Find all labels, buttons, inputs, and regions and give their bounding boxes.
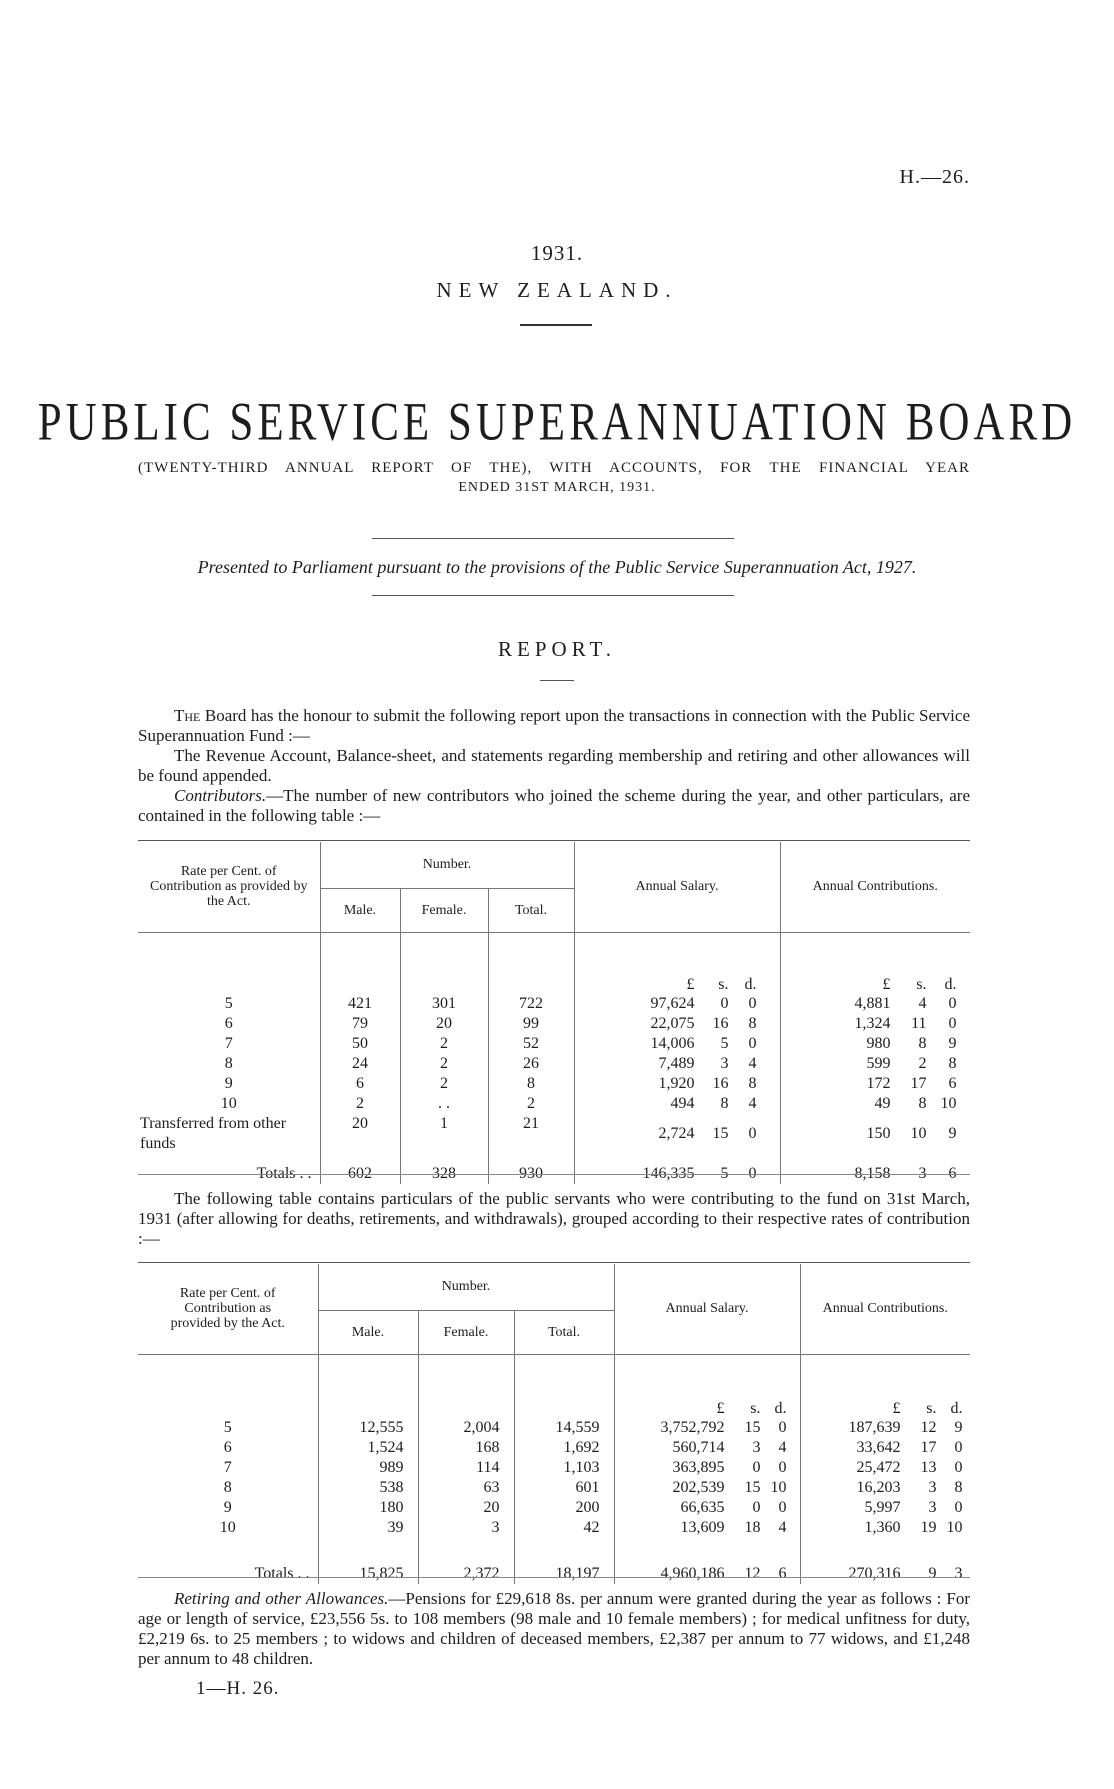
rate-cell: 10 [138,1094,320,1114]
table-row [138,1518,970,1538]
column-header-number: Number. [320,842,574,888]
spacer [138,932,320,994]
contrib-shillings: 3 [928,1499,937,1516]
column-header-salary: Annual Salary. [574,842,780,932]
contrib-shillings: 19 [920,1519,937,1536]
contrib-shillings: 8 [918,1035,927,1052]
salary-cell [614,1498,800,1518]
total-count-cell: 18,197 [514,1544,614,1584]
salary-pence: 10 [770,1479,787,1496]
salary-pounds: 66,635 [680,1499,725,1516]
total-count-cell: 42 [514,1518,614,1538]
contrib-pence: 9 [948,1125,957,1142]
contrib-shillings: 11 [911,1015,927,1032]
salary-pounds: 2,724 [658,1125,695,1142]
salary-pounds: 22,075 [650,1015,695,1032]
salary-pounds: 560,714 [672,1439,725,1456]
table-row [138,1074,970,1094]
spacer [138,1354,318,1418]
salary-cell [574,994,780,1014]
total-count-cell: 21 [488,1114,574,1154]
contrib-cell [780,1034,970,1054]
contrib-cell [800,1478,970,1498]
contrib-pounds: 980 [866,1035,891,1052]
document-reference: H.—26. [899,166,970,188]
contrib-cell [780,1054,970,1074]
table-row [138,1034,970,1054]
salary-cell [614,1478,800,1498]
salary-pence: 8 [748,1015,757,1032]
rate-cell: 9 [138,1498,318,1518]
salary-pence: 4 [748,1095,757,1112]
allowances-text [138,1589,970,1669]
table-row [138,1458,970,1478]
salary-shillings: 3 [720,1055,729,1072]
salary-cell [614,1438,800,1458]
contrib-cell [780,1094,970,1114]
contrib-unit-cell [800,1354,970,1418]
contrib-pounds: 172 [866,1075,891,1092]
report-heading: REPORT. [498,637,616,661]
contrib-pence: 9 [954,1419,963,1436]
contrib-pounds: 16,203 [856,1479,901,1496]
salary-pence: 0 [748,1035,757,1052]
male-count-cell: 24 [320,1054,400,1074]
column-header-female: Female. [400,888,488,932]
salary-pounds: 4,960,186 [660,1565,725,1582]
female-count-cell: 328 [400,1154,488,1184]
male-count-cell: 20 [320,1114,400,1154]
unit-label: d. [944,976,957,993]
column-header-total: Total. [514,1310,614,1354]
column-header-female: Female. [418,1310,514,1354]
female-count-cell: 114 [418,1458,514,1478]
female-count-cell: 20 [418,1498,514,1518]
intro-text [138,706,970,826]
table-row [138,1014,970,1034]
contrib-shillings: 17 [910,1075,927,1092]
salary-shillings: 16 [712,1015,729,1032]
salary-shillings: 3 [752,1439,761,1456]
column-header-contributions: Annual Contributions. [822,1301,948,1317]
male-count-cell: 39 [318,1518,418,1538]
contrib-pence: 3 [954,1565,963,1582]
page-footer: 1—H. 26. [196,1678,280,1699]
salary-unit-cell [614,1354,800,1418]
salary-cell [574,1154,780,1184]
salary-pence: 8 [748,1075,757,1092]
salary-pence: 0 [748,1165,757,1182]
table-row [138,1054,970,1074]
table-row [138,1498,970,1518]
rate-cell: 5 [138,994,320,1014]
contrib-pence: 6 [948,1075,957,1092]
table-top-rule [138,840,970,841]
table-row [138,1478,970,1498]
lead-word: The [174,706,201,725]
contrib-pounds: 25,472 [856,1459,901,1476]
total-count-cell: 1,103 [514,1458,614,1478]
country-heading: NEW ZEALAND. [436,278,678,302]
contrib-pence: 6 [948,1165,957,1182]
divider [520,324,592,326]
paragraph-text: The following table contains particulars of the public servants who were contributing to the fund on 31st March, 1931 (after allowing for deaths, retirements, and withdrawals), grouped according to their respective rates of contribution :— [138,1189,970,1248]
divider [372,595,734,596]
salary-unit-cell [574,932,780,994]
salary-pounds: 7,489 [658,1055,695,1072]
salary-shillings: 18 [744,1519,761,1536]
contrib-cell [780,1114,970,1154]
contrib-unit-cell [780,932,970,994]
contrib-pence: 0 [954,1499,963,1516]
rate-cell: Transferred from other funds [138,1114,320,1154]
rate-cell: 7 [138,1034,320,1054]
contrib-cell [780,1074,970,1094]
totals-row [138,1154,970,1184]
male-count-cell: 1,524 [318,1438,418,1458]
female-count-cell: 2 [400,1034,488,1054]
contrib-pence: 10 [946,1519,963,1536]
total-count-cell: 26 [488,1054,574,1074]
contrib-pence: 8 [948,1055,957,1072]
totals-label: Totals . . [138,1154,320,1184]
female-count-cell: 63 [418,1478,514,1498]
rate-cell: 6 [138,1438,318,1458]
salary-cell [574,1034,780,1054]
unit-label: s. [750,1400,761,1417]
contrib-cell [800,1544,970,1584]
contrib-cell [800,1498,970,1518]
female-count-cell: 2,372 [418,1544,514,1584]
total-count-cell: 1,692 [514,1438,614,1458]
salary-cell [574,1014,780,1034]
salary-pence: 0 [748,1125,757,1142]
salary-shillings: 15 [712,1125,729,1142]
rate-cell: 8 [138,1054,320,1074]
contrib-shillings: 10 [910,1125,927,1142]
contrib-pounds: 150 [866,1125,891,1142]
contrib-pounds: 1,324 [854,1015,891,1032]
table-row [138,1114,970,1154]
female-count-cell: . . [400,1094,488,1114]
male-count-cell: 602 [320,1154,400,1184]
contrib-shillings: 12 [920,1419,937,1436]
contrib-pounds: 187,639 [848,1419,901,1436]
column-header-male: Male. [320,888,400,932]
divider [372,538,734,539]
table-row [138,1438,970,1458]
female-count-cell: 2,004 [418,1418,514,1438]
total-count-cell: 52 [488,1034,574,1054]
contrib-cell [800,1458,970,1478]
contrib-pence: 0 [954,1439,963,1456]
salary-shillings: 12 [744,1565,761,1582]
salary-cell [574,1074,780,1094]
unit-label: d. [950,1400,963,1417]
unit-label: s. [926,1400,937,1417]
salary-pounds: 97,624 [650,995,695,1012]
female-count-cell: 20 [400,1014,488,1034]
total-count-cell: 14,559 [514,1418,614,1438]
salary-pounds: 14,006 [650,1035,695,1052]
salary-shillings: 16 [712,1075,729,1092]
total-count-cell: 601 [514,1478,614,1498]
unit-label: s. [916,976,927,993]
table-top-rule [138,1262,970,1263]
salary-cell [614,1518,800,1538]
unit-label: s. [718,976,729,993]
salary-cell [574,1114,780,1154]
unit-label: £ [882,976,891,993]
salary-pounds: 363,895 [672,1459,725,1476]
page-title: PUBLIC SERVICE SUPERANNUATION BOARD [37,393,1077,452]
table-bottom-rule [138,1577,970,1578]
salary-shillings: 5 [720,1035,729,1052]
salary-pounds: 146,335 [642,1165,695,1182]
total-count-cell: 99 [488,1014,574,1034]
salary-pounds: 3,752,792 [660,1419,725,1436]
salary-shillings: 0 [752,1459,761,1476]
male-count-cell: 6 [320,1074,400,1094]
rate-cell: 7 [138,1458,318,1478]
salary-pence: 0 [748,995,757,1012]
salary-cell [614,1418,800,1438]
column-header-rate: Rate per Cent. of Contribution as provided by the Act. [138,842,320,932]
contrib-cell [800,1418,970,1438]
salary-pence: 4 [748,1055,757,1072]
contrib-pounds: 8,158 [854,1165,891,1182]
contrib-pence: 0 [948,1015,957,1032]
total-count-cell: 200 [514,1498,614,1518]
column-header-male: Male. [318,1310,418,1354]
contrib-cell [780,1154,970,1184]
paragraph-text: —Pensions for £29,618 8s. per annum were granted during the year as follows : For age or length of service, £23,556 5s. to 108 members (98 male and 10 female members) ; for medical unfitness for duty, £2,219 6s. to 25 members ; to widows and children of deceased members, £2,387 per annum to 77 widows, and £1,248 per annum to 48 children. [138,1589,970,1668]
contrib-shillings: 2 [918,1055,927,1072]
contrib-shillings: 3 [928,1479,937,1496]
salary-pounds: 202,539 [672,1479,725,1496]
subtitle-line-1: (TWENTY-THIRD ANNUAL REPORT OF THE), WITH ACCOUNTS, FOR THE FINANCIAL YEAR [138,460,970,476]
contributors-by-rate-table [138,1264,970,1584]
table-row [138,1094,970,1114]
contrib-shillings: 9 [928,1565,937,1582]
male-count-cell: 50 [320,1034,400,1054]
paragraph-text: Board has the honour to submit the following report upon the transactions in connection with the Public Service Superannuation Fund :— [138,706,970,745]
rate-cell: 5 [138,1418,318,1438]
salary-pounds: 13,609 [680,1519,725,1536]
spacer [318,1354,418,1418]
contrib-pounds: 49 [874,1095,891,1112]
paragraph-text: The Revenue Account, Balance-sheet, and statements regarding membership and retiring and other allowances will be found appended. [138,746,970,785]
contrib-pounds: 4,881 [854,995,891,1012]
contrib-shillings: 17 [920,1439,937,1456]
unit-label: d. [744,976,757,993]
unit-row [138,1354,970,1418]
female-count-cell: 2 [400,1074,488,1094]
totals-row [138,1544,970,1584]
column-header-salary: Annual Salary. [614,1264,800,1354]
contrib-pence: 10 [940,1095,957,1112]
female-count-cell: 1 [400,1114,488,1154]
contrib-pence: 9 [948,1035,957,1052]
unit-row [138,932,970,994]
contrib-cell [800,1438,970,1458]
totals-label: Totals . . [138,1544,318,1584]
male-count-cell: 538 [318,1478,418,1498]
table-bottom-rule [138,1174,970,1175]
unit-label: £ [892,1400,901,1417]
male-count-cell: 989 [318,1458,418,1478]
spacer [488,932,574,994]
rate-cell: 9 [138,1074,320,1094]
female-count-cell: 3 [418,1518,514,1538]
salary-shillings: 15 [744,1479,761,1496]
male-count-cell: 79 [320,1014,400,1034]
second-table-intro [138,1189,970,1249]
column-header-number: Number. [318,1264,614,1310]
female-count-cell: 301 [400,994,488,1014]
contrib-shillings: 13 [920,1459,937,1476]
rate-cell: 6 [138,1014,320,1034]
male-count-cell: 180 [318,1498,418,1518]
salary-shillings: 0 [720,995,729,1012]
spacer [320,932,400,994]
new-contributors-table [138,842,970,1184]
female-count-cell: 168 [418,1438,514,1458]
salary-shillings: 5 [720,1165,729,1182]
contrib-cell [780,1014,970,1034]
salary-shillings: 15 [744,1419,761,1436]
presented-statement: Presented to Parliament pursuant to the provisions of the Public Service Superannuation Act, 1927. [197,557,917,577]
contrib-shillings: 8 [918,1095,927,1112]
salary-shillings: 0 [752,1499,761,1516]
salary-pence: 4 [778,1439,787,1456]
unit-label: d. [774,1400,787,1417]
contrib-pounds: 599 [866,1055,891,1072]
contrib-pounds: 1,360 [864,1519,901,1536]
unit-label: £ [716,1400,725,1417]
unit-label: £ [686,976,695,993]
column-header-rate: Rate per Cent. of Contribution as provided by the Act. [138,1264,318,1354]
spacer [514,1354,614,1418]
salary-pence: 0 [778,1419,787,1436]
contrib-shillings: 4 [918,995,927,1012]
column-header-contributions: Annual Contributions. [812,879,938,895]
column-header-total: Total. [488,888,574,932]
spacer [400,932,488,994]
total-count-cell: 2 [488,1094,574,1114]
male-count-cell: 12,555 [318,1418,418,1438]
salary-pence: 0 [778,1499,787,1516]
total-count-cell: 8 [488,1074,574,1094]
contrib-pence: 0 [954,1459,963,1476]
contrib-pounds: 270,316 [848,1565,901,1582]
male-count-cell: 421 [320,994,400,1014]
total-count-cell: 930 [488,1154,574,1184]
section-label: Contributors. [174,786,267,805]
contrib-shillings: 3 [918,1165,927,1182]
subtitle-line-2: ENDED 31ST MARCH, 1931. [458,480,656,495]
divider [540,680,574,681]
salary-shillings: 8 [720,1095,729,1112]
spacer [418,1354,514,1418]
section-label: Retiring and other Allowances. [174,1589,389,1608]
contrib-pounds: 5,997 [864,1499,901,1516]
contrib-pounds: 33,642 [856,1439,901,1456]
year-heading: 1931. [530,241,584,265]
male-count-cell: 2 [320,1094,400,1114]
total-count-cell: 722 [488,994,574,1014]
salary-cell [614,1458,800,1478]
salary-pence: 6 [778,1565,787,1582]
female-count-cell: 2 [400,1054,488,1074]
salary-pounds: 494 [670,1095,695,1112]
salary-pounds: 1,920 [658,1075,695,1092]
contrib-cell [780,994,970,1014]
salary-pence: 4 [778,1519,787,1536]
salary-cell [614,1544,800,1584]
contrib-cell [800,1518,970,1538]
rate-cell: 10 [138,1518,318,1538]
salary-pence: 0 [778,1459,787,1476]
male-count-cell: 15,825 [318,1544,418,1584]
table-row [138,1418,970,1438]
rate-cell: 8 [138,1478,318,1498]
table-row [138,994,970,1014]
paragraph-text: —The number of new contributors who joined the scheme during the year, and other particulars, are contained in the following table :— [138,786,970,825]
contrib-pence: 8 [954,1479,963,1496]
salary-cell [574,1094,780,1114]
salary-cell [574,1054,780,1074]
contrib-pence: 0 [948,995,957,1012]
